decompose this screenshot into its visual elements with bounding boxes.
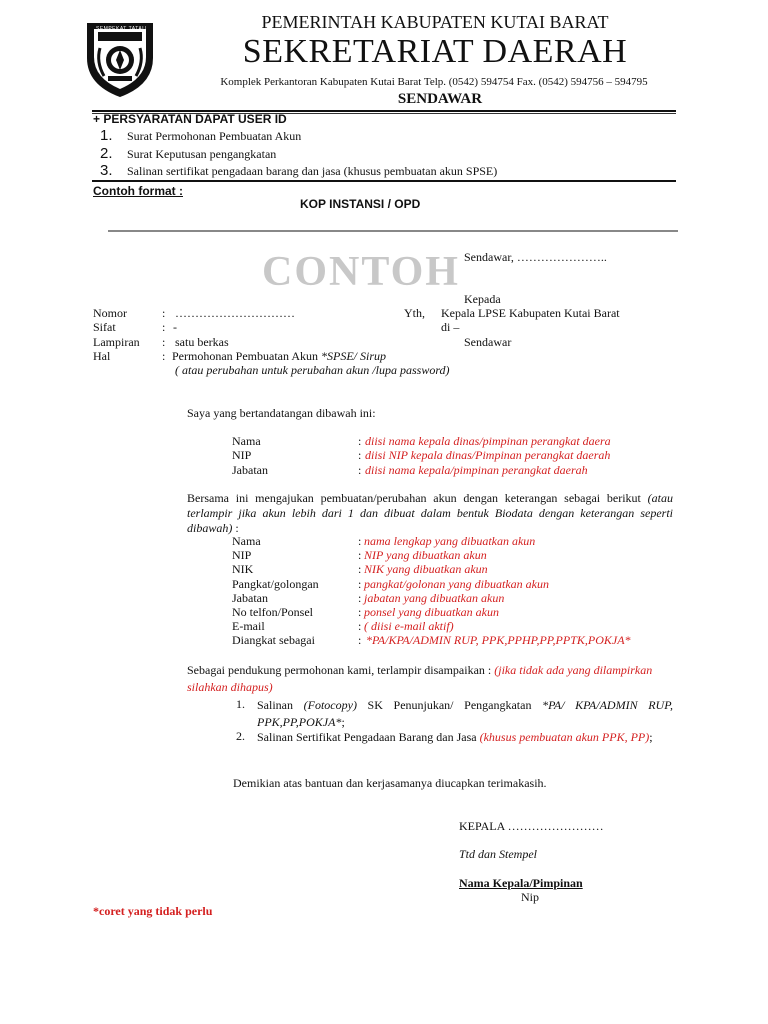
hal-value-italic: *SPSE/ Sirup (320, 349, 386, 363)
attachment-1-text: Salinan (257, 698, 304, 712)
meta-colon: : (162, 306, 166, 320)
attachment-num: 2. (236, 729, 245, 743)
field-label: Diangkat sebagai (232, 633, 315, 647)
kepada: Kepada (464, 292, 501, 306)
footnote: *coret yang tidak perlu (93, 904, 213, 918)
closing-text: Demikian atas bantuan dan kerjasamanya diucapkan terimakasih. (233, 776, 547, 790)
requirement-text: Surat Permohonan Pembuatan Akun (127, 129, 302, 143)
field-label: Jabatan (232, 463, 268, 477)
requirements-title: + PERSYARATAN DAPAT USER ID (93, 112, 287, 126)
field-value: pangkat/golonan yang dibuatkan akun (364, 577, 549, 591)
field-colon: : (358, 548, 362, 562)
field-colon: : (358, 434, 362, 448)
field-colon: : (358, 577, 362, 591)
requirement-num: 2. (100, 145, 113, 162)
place-date: Sendawar, ………………….. (464, 250, 607, 264)
hal-note: ( atau perubahan untuk perubahan akun /lupa password) (175, 363, 450, 377)
attachment-1-roles: *PA/ KPA/ADMIN RUP, PPK,PP,POKJA* (257, 698, 673, 729)
recipient: Kepala LPSE Kabupaten Kutai Barat (441, 306, 620, 320)
field-label: Pangkat/golongan (232, 577, 319, 591)
header-address: Komplek Perkantoran Kabupaten Kutai Barat Telp. (0542) 594754 Fax. (0542) 594756 – 594795 (220, 76, 648, 88)
field-value: NIP yang dibuatkan akun (364, 548, 487, 562)
field-label: Jabatan (232, 591, 268, 605)
header-line1: PEMERINTAH KABUPATEN KUTAI BARAT (261, 12, 609, 32)
attachment-1-end: ; (341, 715, 345, 729)
field-colon: : (358, 534, 362, 548)
field-value: diisi NIP kepala dinas/Pimpinan perangkat daerah (365, 448, 611, 462)
field-colon: : (358, 605, 362, 619)
field-label: E-mail (232, 619, 265, 633)
attachment-2-note: (khusus pembuatan akun PPK, PP) (479, 730, 650, 744)
kop-instansi: KOP INSTANSI / OPD (300, 197, 421, 211)
field-value: ponsel yang dibuatkan akun (364, 605, 499, 619)
hal-value-text: Permohonan Pembuatan Akun (172, 349, 318, 363)
attachment-2-text: Salinan Sertifikat Pengadaan Barang dan Jasa (257, 730, 480, 744)
attachment-1-fotocopy: (Fotocopy) (303, 698, 357, 712)
attachment-1 (257, 697, 673, 731)
requirements-rule (92, 180, 676, 182)
meta-colon: : (162, 335, 166, 349)
field-label: NIP (232, 548, 252, 562)
field-value: diisi nama kepala dinas/pimpinan perangkat daera (365, 434, 611, 448)
field-colon: : (358, 619, 362, 633)
di: di – (441, 320, 460, 334)
field-colon: : (358, 591, 362, 605)
yth: Yth, (404, 306, 425, 320)
format-label: Contoh format : (93, 184, 183, 198)
signature-note: Ttd dan Stempel (459, 847, 537, 861)
paragraph-1-note: (atau terlampir jika akun lebih dari 1 dan dibuat dalam bentuk Biodata dengan keterangan seperti dibawah) (187, 491, 674, 535)
paragraph-2-text: Sebagai pendukung permohonan kami, terlampir disampaikan : (187, 663, 495, 677)
field-colon: : (358, 562, 362, 576)
requirement-text: Salinan sertifikat pengadaan barang dan jasa (khusus pembuatan akun SPSE) (127, 164, 498, 178)
meta-value: - (173, 320, 177, 334)
field-label: NIK (232, 562, 254, 576)
field-label: NIP (232, 448, 252, 462)
attachment-num: 1. (236, 697, 245, 711)
meta-label: Lampiran (93, 335, 140, 349)
contoh-watermark: CONTOH (262, 249, 460, 295)
field-value: ( diisi e-mail aktif) (364, 619, 454, 633)
header-city: SENDAWAR (397, 91, 483, 107)
field-value: *PA/KPA/ADMIN RUP, PPK,PPHP,PP,PPTK,POKJA* (366, 633, 631, 647)
field-value: nama lengkap yang dibuatkan akun (364, 534, 536, 548)
meta-colon: : (162, 349, 166, 363)
meta-value: ………………………… (175, 306, 295, 320)
requirement-num: 3. (100, 162, 113, 179)
attachment-1-sk: SK Penunjukan/ Pengangkatan (356, 698, 543, 712)
meta-colon: : (162, 320, 166, 334)
meta-label: Hal (93, 349, 111, 363)
signature-title: KEPALA …………………… (459, 819, 604, 833)
requirement-text: Surat Keputusan pengangkatan (127, 147, 277, 161)
field-value: diisi nama kepala/pimpinan perangkat daerah (365, 463, 588, 477)
meta-value: satu berkas (175, 335, 229, 349)
field-label: Nama (232, 534, 261, 548)
recipient-city: Sendawar (464, 335, 512, 349)
meta-label: Sifat (93, 320, 116, 334)
paragraph-2-note: (jika tidak ada yang dilampirkan silahkan dihapus) (187, 663, 653, 694)
field-label: Nama (232, 434, 261, 448)
field-colon: : (358, 448, 362, 462)
paragraph-2 (187, 662, 673, 696)
signature-nip: Nip (521, 890, 539, 904)
field-value: NIK yang dibuatkan akun (364, 562, 488, 576)
paragraph-1-text: Bersama ini mengajukan pembuatan/perubahan akun dengan keterangan sebagai berikut (187, 491, 641, 505)
intro-text: Saya yang bertandatangan dibawah ini: (187, 406, 376, 420)
hal-value (172, 349, 386, 364)
paragraph-1 (187, 491, 673, 536)
paragraph-1-colon: : (232, 521, 239, 535)
field-colon: : (358, 463, 362, 477)
meta-label: Nomor (93, 306, 127, 320)
requirement-num: 1. (100, 127, 113, 144)
field-value: jabatan yang dibuatkan akun (364, 591, 505, 605)
kop-rule (108, 230, 678, 232)
header-line2: SEKRETARIAT DAERAH (242, 33, 628, 70)
field-label: No telfon/Ponsel (232, 605, 313, 619)
field-colon: : (358, 633, 362, 647)
signature-name: Nama Kepala/Pimpinan (459, 876, 583, 890)
attachment-2-end: ; (649, 730, 653, 744)
attachment-2 (257, 729, 673, 746)
emblem-text: SEMPEKAT TATAU (96, 26, 147, 32)
